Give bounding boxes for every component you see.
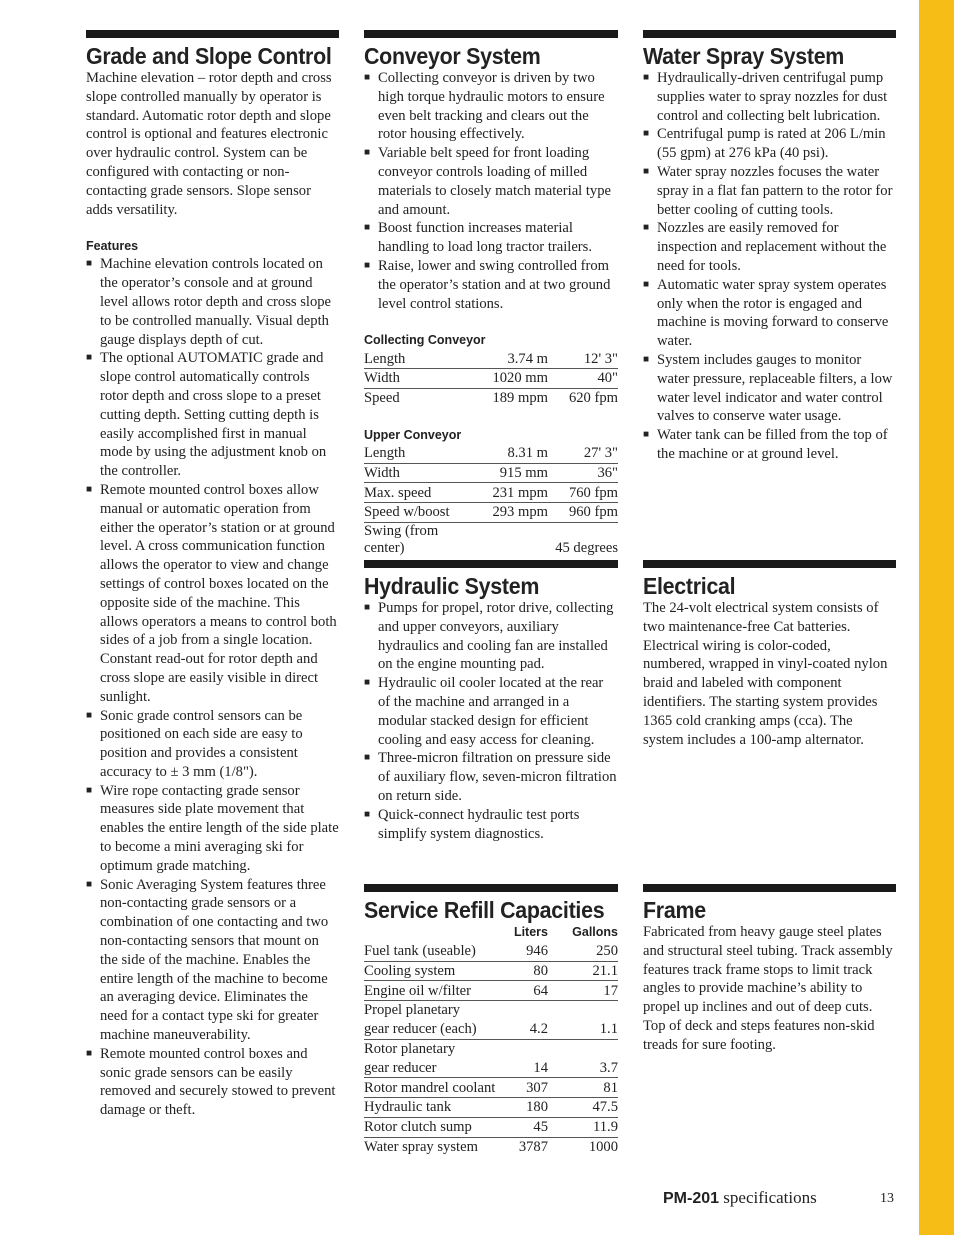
hydraulic-item: ■ Quick-connect hydraulic test ports simplify system diagnostics. (364, 806, 618, 844)
features-heading: Features (86, 239, 139, 254)
spec-label: Speed w/boost (364, 503, 474, 523)
conveyor-item: ■ Collecting conveyor is driven by two high torque hydraulic motors to ensure even belt tracking and clears out the rotor housing effectively. (364, 69, 618, 144)
upper-heading: Upper Conveyor (364, 427, 462, 442)
refill-row (364, 981, 618, 1001)
spec-metric: 3.74 m (474, 349, 548, 368)
section-rule (643, 30, 896, 38)
spec-label: Speed (364, 390, 400, 407)
upper-row (364, 444, 618, 463)
water-item: ■ Water spray nozzles focuses the water spray in a flat fan pattern to the rotor for better cooling of cutting tools. (643, 163, 896, 219)
footer-model: PM-201 (663, 1190, 720, 1207)
refill-liters: 80 (510, 961, 548, 981)
section-rule (643, 560, 896, 568)
frame-section (643, 884, 896, 1055)
water-item: ■ Centrifugal pump is rated at 206 L/min (55 gpm) at 276 kPa (40 psi). (643, 125, 896, 163)
refill-row (364, 1137, 618, 1156)
spec-metric: 8.31 m (474, 444, 548, 463)
hydraulic-list (364, 599, 618, 843)
spec-metric: 293 mpm (474, 503, 548, 523)
grade-section (86, 30, 339, 1120)
spec-value: 45 degrees (555, 540, 618, 557)
header-spacer (364, 923, 510, 942)
spec-label: Length (364, 444, 474, 463)
refill-label: Rotor planetary (364, 1041, 456, 1058)
upper-row (364, 463, 618, 483)
electrical-title: Electrical (643, 573, 736, 599)
liters-header: Liters (513, 925, 548, 940)
refill-gallons: 47.5 (548, 1098, 618, 1118)
refill-label: Fuel tank (useable) (364, 942, 510, 961)
conveyor-section (364, 30, 618, 558)
spec-imperial: 27' 3" (548, 444, 618, 463)
spec-metric: 915 mm (474, 463, 548, 483)
water-section (643, 30, 896, 464)
collecting-row (364, 349, 618, 368)
refill-label: gear reducer (each) (364, 1020, 510, 1039)
feature-item: ■ Wire rope contacting grade sensor measures side plate movement that enables the entire length of the side plate to become a mini averaging ski for optimum grade matching. (86, 782, 339, 876)
refill-section (364, 884, 618, 1157)
page-number: 13 (880, 1191, 894, 1206)
section-rule (86, 30, 339, 38)
refill-liters: 946 (510, 942, 548, 961)
refill-gallons: 250 (548, 942, 618, 961)
hydraulic-section (364, 560, 618, 843)
feature-item: ■ Remote mounted control boxes allow manual or automatic operation from either the operator’s station or at ground level. A cross communication function allows the operator to view and change settings of control boxes located on the opposite side of the machine. This allows operators a means to control both sides of a job from a single location. Constant read-out for rotor depth and cross slope are easily visible in direct sunlight. (86, 481, 339, 707)
hydraulic-item: ■ Pumps for propel, rotor drive, collecting and upper conveyors, auxiliary hydraulics and cooling fan are installed on the engine mounting pad. (364, 599, 618, 674)
footer-specs: specifications (723, 1188, 817, 1207)
upper-row (364, 503, 618, 523)
refill-label: Rotor mandrel coolant (364, 1078, 510, 1098)
spec-label: Swing (from center) (364, 522, 439, 557)
refill-liters: 4.2 (510, 1020, 548, 1039)
electrical-text: The 24-volt electrical system consists of two maintenance-free Cat batteries. Electrical wiring is color-coded, numbered, wrapped in vinyl-coated nylon braid and labeled with component identifiers. The starting system provides 1365 cold cranking amps (cca). The system includes a 100-amp alternator. (643, 600, 888, 748)
conveyor-item: ■ Variable belt speed for front loading conveyor controls loading of milled materials to closely match material type and amount. (364, 144, 618, 219)
spec-label: Length (364, 349, 474, 368)
frame-title: Frame (643, 897, 706, 923)
refill-liters: 45 (510, 1117, 548, 1137)
spec-imperial: 620 fpm (568, 390, 618, 407)
refill-header-row (364, 923, 618, 942)
refill-liters: 64 (510, 981, 548, 1001)
refill-row (364, 961, 618, 981)
section-rule (364, 560, 618, 568)
water-item: ■ Water tank can be filled from the top of the machine or at ground level. (643, 426, 896, 464)
refill-table (364, 923, 618, 1157)
refill-row (364, 1078, 618, 1098)
refill-liters: 307 (510, 1078, 548, 1098)
refill-title: Service Refill Capacities (364, 897, 605, 923)
spec-imperial: 960 fpm (548, 503, 618, 523)
collecting-row (364, 388, 618, 407)
refill-row (364, 1117, 618, 1137)
feature-item: ■ Machine elevation controls located on the operator’s console and at ground level allows rotor depth and cross slope to be controlled manually. Visual depth gauge displays depth of cut. (86, 255, 339, 349)
conveyor-list (364, 69, 618, 313)
refill-row (364, 942, 618, 961)
spec-imperial: 36" (548, 463, 618, 483)
refill-gallons: 1000 (588, 1139, 618, 1156)
feature-item: ■ Remote mounted control boxes and sonic grade sensors can be easily removed and securely stowed to prevent damage or theft. (86, 1045, 339, 1120)
refill-label: Rotor clutch sump (364, 1117, 510, 1137)
collecting-heading: Collecting Conveyor (364, 333, 486, 348)
refill-label: Engine oil w/filter (364, 981, 510, 1001)
refill-label: Propel planetary (364, 1002, 461, 1019)
water-item: ■ Automatic water spray system operates only when the rotor is engaged and machine is moving forward to conserve water. (643, 276, 896, 351)
refill-label: Water spray system (364, 1139, 478, 1156)
refill-gallons: 1.1 (548, 1020, 618, 1039)
spec-metric: 1020 mm (474, 369, 548, 389)
refill-row (364, 1039, 618, 1058)
electrical-section (643, 560, 896, 749)
spec-label: Width (364, 369, 474, 389)
refill-liters: 3787 (518, 1139, 548, 1156)
section-rule (643, 884, 896, 892)
spec-label: Width (364, 463, 474, 483)
refill-row (364, 1020, 618, 1039)
feature-item: ■ Sonic Averaging System features three non-contacting grade sensors or a combination of one contacting and two non-contacting sensors that mount on the side of the machine. Enables the entire length of the machine to become an averaging device. Eliminates the need for a contact type ski for greater machine maneuverability. (86, 876, 339, 1045)
spec-label: Max. speed (364, 483, 474, 503)
spec-imperial: 760 fpm (548, 483, 618, 503)
conveyor-item: ■ Raise, lower and swing controlled from the operator’s station and at two ground level control stations. (364, 257, 618, 313)
refill-gallons: 3.7 (548, 1059, 618, 1078)
refill-row (364, 1059, 618, 1078)
refill-label: Hydraulic tank (364, 1098, 510, 1118)
section-rule (364, 884, 618, 892)
spec-metric: 231 mpm (474, 483, 548, 503)
upper-row (364, 522, 618, 558)
hydraulic-title: Hydraulic System (364, 573, 540, 599)
water-item: ■ System includes gauges to monitor water pressure, replaceable filters, a low water level indicator and water control valves to conserve water usage. (643, 351, 896, 426)
conveyor-item: ■ Boost function increases material handling to load long tractor trailers. (364, 219, 618, 257)
refill-label: Cooling system (364, 961, 510, 981)
features-list (86, 255, 339, 1120)
collecting-row (364, 369, 618, 389)
footer-label (663, 1188, 817, 1208)
accent-sidebar (919, 0, 954, 1235)
section-rule (364, 30, 618, 38)
feature-item: ■ Sonic grade control sensors can be positioned on each side are easy to position and provides a consistent accuracy to ± 3 mm (1/8"). (86, 707, 339, 782)
refill-liters: 14 (510, 1059, 548, 1078)
upper-row (364, 483, 618, 503)
grade-title: Grade and Slope Control (86, 43, 332, 69)
grade-intro: Machine elevation – rotor depth and cross slope controlled manually by operator is standard. Automatic rotor depth and slope control is optional and features electronic over hydraulic control. System can be configured with contacting or non-contacting grade sensors. Slope sensor adds versatility. (86, 70, 332, 218)
collecting-table (364, 349, 618, 407)
refill-gallons: 17 (548, 981, 618, 1001)
conveyor-title: Conveyor System (364, 43, 541, 69)
upper-table (364, 444, 618, 558)
water-list (643, 69, 896, 464)
water-title: Water Spray System (643, 43, 845, 69)
frame-text: Fabricated from heavy gauge steel plates and structural steel tubing. Track assembly features track frame stops to limit track angles to provide machine’s ability to propel up inclines and out of deep cuts. Top of deck and steps features non-skid treads for sure footing. (643, 924, 893, 1053)
spec-imperial: 40" (548, 369, 618, 389)
gallons-header: Gallons (572, 925, 618, 940)
refill-row (364, 1098, 618, 1118)
water-item: ■ Hydraulically-driven centrifugal pump supplies water to spray nozzles for dust control and collecting belt lubrication. (643, 69, 896, 125)
hydraulic-item: ■ Three-micron filtration on pressure side of auxiliary flow, seven-micron filtration on return side. (364, 749, 618, 805)
feature-item: ■ The optional AUTOMATIC grade and slope control automatically controls rotor depth and cross slope to a preset cutting depth. Setting cutting depth is easily accomplished first in manual mode by using the adjustment knob on the controller. (86, 349, 339, 481)
refill-label: gear reducer (364, 1059, 510, 1078)
water-item: ■ Nozzles are easily removed for inspection and replacement without the need for tools. (643, 219, 896, 275)
refill-liters: 180 (510, 1098, 548, 1118)
refill-gallons: 81 (548, 1078, 618, 1098)
hydraulic-item: ■ Hydraulic oil cooler located at the rear of the machine and arranged in a modular stacked design for efficient cooling and easy access for cleaning. (364, 674, 618, 749)
spec-metric: 189 mpm (492, 390, 548, 407)
refill-gallons: 21.1 (548, 961, 618, 981)
refill-row (364, 1001, 618, 1020)
spec-imperial: 12' 3" (548, 349, 618, 368)
refill-gallons: 11.9 (548, 1117, 618, 1137)
